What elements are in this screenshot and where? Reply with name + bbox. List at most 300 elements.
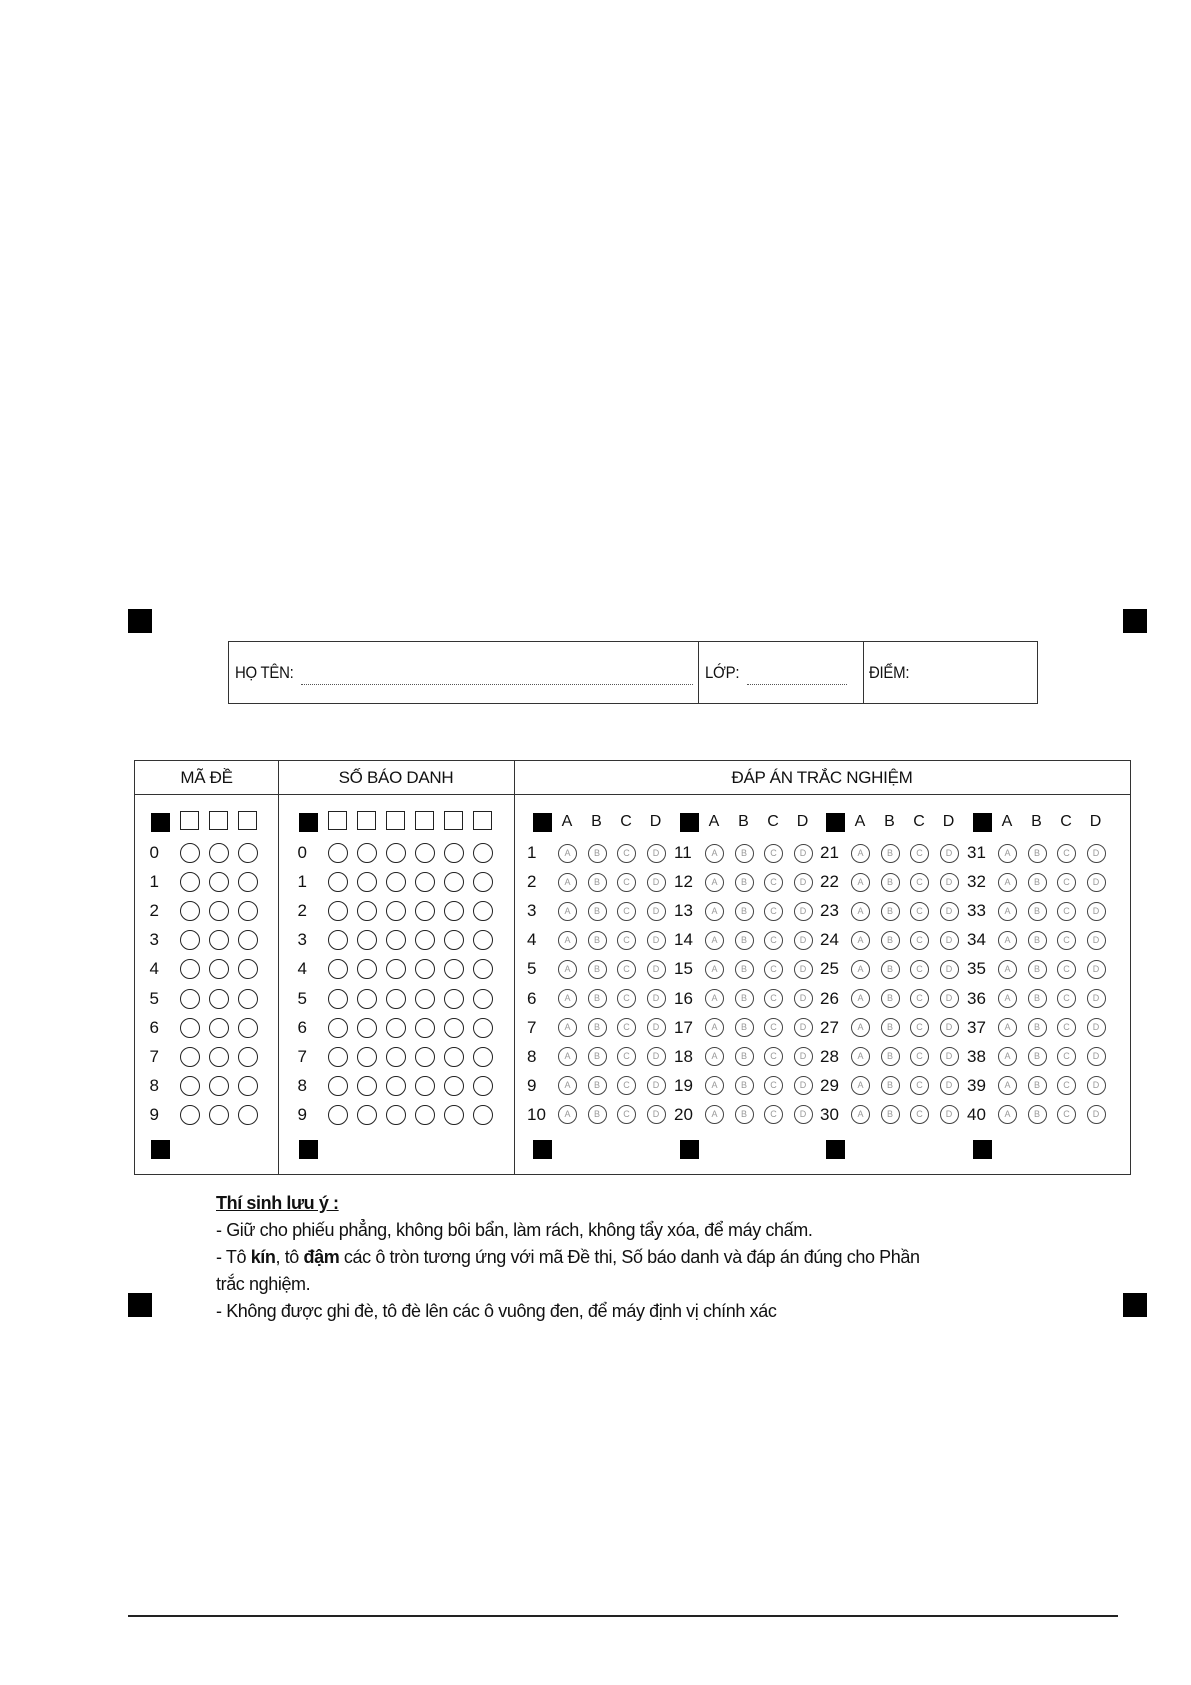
write-box[interactable]	[238, 811, 257, 830]
exam-code-bubble[interactable]	[209, 1047, 229, 1067]
answer-bubble[interactable]: B	[1028, 960, 1047, 979]
student-id-bubble[interactable]	[328, 872, 348, 892]
answer-bubble[interactable]: B	[881, 902, 900, 921]
answer-bubble[interactable]: D	[647, 873, 666, 892]
answer-bubble[interactable]: B	[588, 844, 607, 863]
answer-bubble[interactable]: B	[881, 844, 900, 863]
exam-code-bubble[interactable]	[180, 1047, 200, 1067]
answer-bubble[interactable]: A	[998, 1105, 1017, 1124]
answer-bubble[interactable]: A	[558, 931, 577, 950]
answer-bubble[interactable]: B	[1028, 931, 1047, 950]
answer-bubble[interactable]: B	[735, 960, 754, 979]
answer-bubble[interactable]: A	[998, 931, 1017, 950]
exam-code-bubble[interactable]	[209, 1018, 229, 1038]
answer-bubble[interactable]: A	[705, 1047, 724, 1066]
answer-bubble[interactable]: C	[764, 902, 783, 921]
answer-bubble[interactable]: B	[735, 931, 754, 950]
answer-bubble[interactable]: A	[558, 960, 577, 979]
exam-code-bubble[interactable]	[180, 872, 200, 892]
answer-bubble[interactable]: C	[617, 1047, 636, 1066]
answer-bubble[interactable]: D	[1087, 1047, 1106, 1066]
exam-code-bubble[interactable]	[209, 959, 229, 979]
exam-code-bubble[interactable]	[180, 959, 200, 979]
answer-bubble[interactable]: D	[647, 1105, 666, 1124]
answer-bubble[interactable]: A	[558, 1018, 577, 1037]
answer-bubble[interactable]: B	[588, 902, 607, 921]
student-id-bubble[interactable]	[444, 872, 464, 892]
answer-bubble[interactable]: C	[764, 873, 783, 892]
answer-bubble[interactable]: B	[588, 1076, 607, 1095]
answer-bubble[interactable]: D	[940, 873, 959, 892]
answer-bubble[interactable]: A	[705, 902, 724, 921]
answer-bubble[interactable]: D	[647, 844, 666, 863]
exam-code-bubble[interactable]	[209, 1076, 229, 1096]
student-id-bubble[interactable]	[473, 989, 493, 1009]
answer-bubble[interactable]: A	[851, 873, 870, 892]
write-box[interactable]	[357, 811, 376, 830]
answer-bubble[interactable]: A	[558, 902, 577, 921]
student-id-bubble[interactable]	[328, 1105, 348, 1125]
answer-bubble[interactable]: C	[617, 989, 636, 1008]
exam-code-bubble[interactable]	[238, 959, 258, 979]
answer-bubble[interactable]: B	[588, 989, 607, 1008]
student-id-bubble[interactable]	[444, 930, 464, 950]
student-id-bubble[interactable]	[473, 1076, 493, 1096]
answer-bubble[interactable]: D	[940, 844, 959, 863]
digit-label: 2	[297, 901, 307, 921]
answer-bubble[interactable]: A	[998, 1076, 1017, 1095]
answer-bubble[interactable]: B	[881, 1105, 900, 1124]
exam-code-bubble[interactable]	[180, 989, 200, 1009]
answer-bubble[interactable]: D	[794, 902, 813, 921]
exam-code-bubble[interactable]	[238, 843, 258, 863]
name-field[interactable]	[301, 684, 693, 685]
answer-bubble[interactable]: D	[794, 873, 813, 892]
option-header: A	[708, 813, 720, 830]
student-id-bubble[interactable]	[473, 930, 493, 950]
exam-code-bubble[interactable]	[238, 872, 258, 892]
question-number: 24	[820, 930, 839, 950]
student-id-bubble[interactable]	[328, 989, 348, 1009]
answer-bubble[interactable]: D	[794, 1076, 813, 1095]
answer-bubble[interactable]: C	[764, 960, 783, 979]
write-box[interactable]	[415, 811, 434, 830]
student-id-bubble[interactable]	[386, 959, 406, 979]
answer-bubble[interactable]: C	[910, 960, 929, 979]
answer-bubble[interactable]: A	[558, 1076, 577, 1095]
answer-bubble[interactable]: A	[851, 1105, 870, 1124]
timing-mark	[151, 813, 170, 832]
student-id-bubble[interactable]	[386, 843, 406, 863]
answer-bubble[interactable]: C	[764, 931, 783, 950]
exam-code-bubble[interactable]	[238, 989, 258, 1009]
exam-code-bubble[interactable]	[180, 843, 200, 863]
answer-bubble[interactable]: C	[1057, 1047, 1076, 1066]
answer-bubble[interactable]: B	[881, 989, 900, 1008]
answer-bubble[interactable]: B	[1028, 1047, 1047, 1066]
answer-bubble[interactable]: C	[1057, 931, 1076, 950]
answer-bubble[interactable]: C	[764, 1076, 783, 1095]
exam-code-bubble[interactable]	[180, 930, 200, 950]
answer-bubble[interactable]: D	[794, 960, 813, 979]
instruction-line: - Không được ghi đè, tô đè lên các ô vuông đen, để máy định vị chính xác	[216, 1301, 777, 1321]
student-id-bubble[interactable]	[444, 1018, 464, 1038]
exam-code-bubble[interactable]	[209, 1105, 229, 1125]
student-id-bubble[interactable]	[415, 1076, 435, 1096]
answer-bubble[interactable]: D	[794, 989, 813, 1008]
question-number: 15	[674, 959, 693, 979]
instruction-text: - Tô	[216, 1247, 251, 1267]
answer-bubble[interactable]: B	[735, 844, 754, 863]
timing-mark	[151, 1140, 170, 1159]
answer-bubble[interactable]: C	[764, 1018, 783, 1037]
answer-bubble[interactable]: D	[940, 1047, 959, 1066]
answer-bubble[interactable]: C	[764, 989, 783, 1008]
answer-bubble[interactable]: B	[735, 873, 754, 892]
student-id-bubble[interactable]	[444, 959, 464, 979]
answer-bubble[interactable]: B	[881, 960, 900, 979]
answer-bubble[interactable]: B	[588, 873, 607, 892]
student-id-bubble[interactable]	[328, 1018, 348, 1038]
answer-bubble[interactable]: A	[705, 1105, 724, 1124]
exam-code-bubble[interactable]	[209, 872, 229, 892]
answer-bubble[interactable]: A	[705, 873, 724, 892]
write-box[interactable]	[444, 811, 463, 830]
answer-bubble[interactable]: B	[1028, 844, 1047, 863]
exam-code-bubble[interactable]	[238, 1018, 258, 1038]
student-id-bubble[interactable]	[357, 901, 377, 921]
answer-bubble[interactable]: A	[705, 1076, 724, 1095]
exam-code-bubble[interactable]	[238, 1105, 258, 1125]
answer-bubble[interactable]: C	[910, 931, 929, 950]
answer-bubble[interactable]: C	[1057, 873, 1076, 892]
answer-bubble[interactable]: D	[1087, 1105, 1106, 1124]
question-number: 21	[820, 843, 839, 862]
student-id-title: SỐ BÁO DANH	[338, 768, 454, 787]
answer-bubble[interactable]: D	[794, 931, 813, 950]
answer-bubble[interactable]: C	[617, 1018, 636, 1037]
question-number: 31	[967, 843, 986, 862]
corner-marker-bottom-right	[1123, 1293, 1147, 1317]
student-id-bubble[interactable]	[473, 872, 493, 892]
digit-label: 8	[297, 1075, 307, 1095]
student-id-bubble[interactable]	[415, 1018, 435, 1038]
exam-code-bubble[interactable]	[238, 901, 258, 921]
answer-bubble[interactable]: A	[705, 989, 724, 1008]
answer-bubble[interactable]: A	[558, 1105, 577, 1124]
answer-bubble[interactable]: D	[647, 1076, 666, 1095]
student-id-bubble[interactable]	[328, 930, 348, 950]
answer-bubble[interactable]: D	[1087, 1076, 1106, 1095]
student-id-bubble[interactable]	[415, 989, 435, 1009]
student-id-bubble[interactable]	[328, 1076, 348, 1096]
digit-label: 9	[297, 1104, 307, 1124]
instruction-line: - Giữ cho phiếu phẳng, không bôi bẩn, làm rách, không tẩy xóa, để máy chấm.	[216, 1220, 813, 1240]
student-id-bubble[interactable]	[444, 1076, 464, 1096]
student-id-bubble[interactable]	[444, 843, 464, 863]
student-id-bubble[interactable]	[444, 901, 464, 921]
student-id-bubble[interactable]	[357, 959, 377, 979]
answer-bubble[interactable]: C	[910, 989, 929, 1008]
answer-bubble[interactable]: D	[794, 1018, 813, 1037]
answer-bubble[interactable]: B	[1028, 902, 1047, 921]
answer-bubble[interactable]: A	[998, 1047, 1017, 1066]
answer-bubble[interactable]: C	[910, 1105, 929, 1124]
student-id-bubble[interactable]	[444, 1047, 464, 1067]
answer-bubble[interactable]: D	[1087, 902, 1106, 921]
answer-bubble[interactable]: C	[910, 873, 929, 892]
student-id-bubble[interactable]	[444, 1105, 464, 1125]
answer-bubble[interactable]: C	[617, 844, 636, 863]
student-id-bubble[interactable]	[357, 930, 377, 950]
answer-bubble[interactable]: A	[851, 844, 870, 863]
answer-bubble[interactable]: A	[998, 989, 1017, 1008]
answer-bubble[interactable]: B	[588, 1105, 607, 1124]
digit-label: 4	[297, 959, 307, 979]
answer-bubble[interactable]: A	[998, 902, 1017, 921]
answer-bubble[interactable]: A	[558, 844, 577, 863]
answer-bubble[interactable]: A	[851, 989, 870, 1008]
answer-bubble[interactable]: C	[910, 1076, 929, 1095]
student-id-bubble[interactable]	[415, 843, 435, 863]
timing-mark	[826, 1140, 845, 1159]
student-id-bubble[interactable]	[415, 1047, 435, 1067]
student-id-bubble[interactable]	[328, 901, 348, 921]
student-id-bubble[interactable]	[386, 1018, 406, 1038]
answer-bubble[interactable]: B	[588, 1018, 607, 1037]
student-id-bubble[interactable]	[357, 1076, 377, 1096]
exam-code-bubble[interactable]	[180, 1105, 200, 1125]
answer-bubble[interactable]: D	[1087, 989, 1106, 1008]
answer-bubble[interactable]: C	[910, 902, 929, 921]
digit-label: 3	[297, 930, 307, 950]
answer-bubble[interactable]: B	[1028, 1018, 1047, 1037]
answer-bubble[interactable]: B	[588, 1047, 607, 1066]
answer-bubble[interactable]: A	[705, 844, 724, 863]
answer-bubble[interactable]: B	[881, 1047, 900, 1066]
exam-code-bubble[interactable]	[209, 930, 229, 950]
question-number: 10	[527, 1104, 546, 1124]
student-id-bubble[interactable]	[386, 1047, 406, 1067]
answer-bubble[interactable]: A	[998, 960, 1017, 979]
student-info-box	[228, 641, 1038, 704]
answer-bubble[interactable]: B	[1028, 873, 1047, 892]
answer-bubble[interactable]: D	[940, 1105, 959, 1124]
answer-bubble[interactable]: A	[851, 1076, 870, 1095]
timing-mark	[299, 813, 318, 832]
student-id-bubble[interactable]	[386, 1105, 406, 1125]
answer-bubble[interactable]: A	[705, 960, 724, 979]
answer-bubble[interactable]: A	[851, 1018, 870, 1037]
answer-bubble[interactable]: C	[617, 960, 636, 979]
student-id-bubble[interactable]	[473, 843, 493, 863]
exam-code-bubble[interactable]	[238, 1076, 258, 1096]
student-id-bubble[interactable]	[328, 1047, 348, 1067]
answer-bubble[interactable]: D	[647, 960, 666, 979]
answer-bubble[interactable]: A	[705, 931, 724, 950]
student-id-bubble[interactable]	[357, 1047, 377, 1067]
student-id-bubble[interactable]	[473, 1105, 493, 1125]
question-number: 9	[527, 1075, 537, 1095]
divider	[698, 642, 699, 703]
exam-code-bubble[interactable]	[209, 989, 229, 1009]
answer-bubble[interactable]: D	[940, 1018, 959, 1037]
answer-bubble[interactable]: A	[851, 931, 870, 950]
answer-bubble[interactable]: C	[1057, 989, 1076, 1008]
student-id-bubble[interactable]	[415, 959, 435, 979]
exam-code-bubble[interactable]	[238, 1047, 258, 1067]
answer-bubble[interactable]: B	[588, 931, 607, 950]
answer-bubble[interactable]: C	[617, 1076, 636, 1095]
divider	[278, 761, 279, 1174]
question-number: 2	[527, 872, 537, 892]
exam-code-bubble[interactable]	[209, 843, 229, 863]
answer-bubble[interactable]: B	[735, 1105, 754, 1124]
question-number: 11	[674, 843, 692, 862]
answer-bubble[interactable]: C	[910, 844, 929, 863]
student-id-bubble[interactable]	[473, 901, 493, 921]
answer-bubble[interactable]: C	[1057, 960, 1076, 979]
digit-label: 1	[297, 872, 307, 892]
answer-bubble[interactable]: C	[617, 902, 636, 921]
student-id-bubble[interactable]	[473, 1018, 493, 1038]
student-id-bubble[interactable]	[357, 872, 377, 892]
answer-bubble[interactable]: C	[1057, 902, 1076, 921]
answer-bubble[interactable]: C	[617, 931, 636, 950]
student-id-bubble[interactable]	[386, 1076, 406, 1096]
write-box[interactable]	[328, 811, 347, 830]
answer-bubble[interactable]: A	[998, 1018, 1017, 1037]
answer-bubble[interactable]: D	[647, 1018, 666, 1037]
write-box[interactable]	[386, 811, 405, 830]
answer-bubble[interactable]: D	[1087, 931, 1106, 950]
write-box[interactable]	[180, 811, 199, 830]
answer-bubble[interactable]: C	[764, 844, 783, 863]
student-id-bubble[interactable]	[357, 843, 377, 863]
answer-bubble[interactable]: D	[1087, 960, 1106, 979]
answer-bubble[interactable]: D	[1087, 873, 1106, 892]
answer-bubble[interactable]: D	[940, 931, 959, 950]
student-id-bubble[interactable]	[386, 989, 406, 1009]
student-id-bubble[interactable]	[444, 989, 464, 1009]
option-header: B	[884, 813, 895, 830]
student-id-bubble[interactable]	[415, 1105, 435, 1125]
class-label: LỚP:	[705, 663, 740, 682]
answer-bubble[interactable]: B	[735, 1018, 754, 1037]
answer-bubble[interactable]: B	[1028, 989, 1047, 1008]
answer-bubble[interactable]: B	[735, 902, 754, 921]
answer-bubble[interactable]: D	[647, 989, 666, 1008]
answer-bubble[interactable]: B	[1028, 1105, 1047, 1124]
answer-bubble[interactable]: A	[851, 960, 870, 979]
student-id-bubble[interactable]	[357, 989, 377, 1009]
answer-bubble[interactable]: C	[910, 1018, 929, 1037]
answer-bubble[interactable]: D	[647, 902, 666, 921]
answer-bubble[interactable]: B	[735, 1047, 754, 1066]
student-id-bubble[interactable]	[386, 930, 406, 950]
answer-bubble[interactable]: C	[1057, 844, 1076, 863]
exam-code-bubble[interactable]	[209, 901, 229, 921]
answer-bubble[interactable]: A	[558, 1047, 577, 1066]
student-id-bubble[interactable]	[415, 872, 435, 892]
answer-bubble[interactable]: B	[1028, 1076, 1047, 1095]
answer-bubble[interactable]: D	[794, 844, 813, 863]
answer-bubble[interactable]: C	[1057, 1076, 1076, 1095]
digit-label: 3	[149, 930, 159, 950]
write-box[interactable]	[473, 811, 492, 830]
exam-code-bubble[interactable]	[180, 1076, 200, 1096]
answer-bubble[interactable]: C	[764, 1105, 783, 1124]
exam-code-bubble[interactable]	[238, 930, 258, 950]
instructions	[216, 1190, 920, 1325]
answer-bubble[interactable]: A	[998, 844, 1017, 863]
answer-bubble[interactable]: A	[998, 873, 1017, 892]
student-id-bubble[interactable]	[357, 1105, 377, 1125]
student-id-bubble[interactable]	[386, 901, 406, 921]
answer-bubble[interactable]: B	[735, 1076, 754, 1095]
answer-bubble[interactable]: D	[940, 989, 959, 1008]
answer-bubble[interactable]: D	[647, 1047, 666, 1066]
student-id-bubble[interactable]	[473, 959, 493, 979]
answer-bubble[interactable]: C	[1057, 1018, 1076, 1037]
answer-bubble[interactable]: B	[881, 1076, 900, 1095]
answer-bubble[interactable]: A	[558, 989, 577, 1008]
answer-bubble[interactable]: D	[794, 1105, 813, 1124]
question-number: 37	[967, 1017, 986, 1037]
student-id-bubble[interactable]	[415, 901, 435, 921]
answer-bubble[interactable]: D	[940, 960, 959, 979]
student-id-bubble[interactable]	[473, 1047, 493, 1067]
answer-bubble[interactable]: D	[647, 931, 666, 950]
answer-bubble[interactable]: A	[851, 1047, 870, 1066]
answer-bubble[interactable]: D	[794, 1047, 813, 1066]
answer-bubble[interactable]: B	[881, 873, 900, 892]
answer-bubble[interactable]: C	[1057, 1105, 1076, 1124]
answer-bubble[interactable]: A	[705, 1018, 724, 1037]
answer-bubble[interactable]: C	[617, 873, 636, 892]
answer-bubble[interactable]: B	[588, 960, 607, 979]
answer-bubble[interactable]: A	[558, 873, 577, 892]
student-id-bubble[interactable]	[328, 959, 348, 979]
exam-code-bubble[interactable]	[180, 1018, 200, 1038]
class-field[interactable]	[747, 684, 847, 685]
student-id-bubble[interactable]	[328, 843, 348, 863]
question-number: 38	[967, 1046, 986, 1066]
instruction-text: , tô	[275, 1247, 304, 1267]
write-box[interactable]	[209, 811, 228, 830]
answer-bubble[interactable]: C	[764, 1047, 783, 1066]
digit-label: 7	[149, 1046, 159, 1066]
answer-bubble[interactable]: C	[617, 1105, 636, 1124]
answer-bubble[interactable]: D	[940, 902, 959, 921]
answer-bubble[interactable]: A	[851, 902, 870, 921]
option-header: D	[942, 813, 955, 830]
student-id-bubble[interactable]	[386, 872, 406, 892]
student-id-bubble[interactable]	[357, 1018, 377, 1038]
answer-bubble[interactable]: D	[1087, 844, 1106, 863]
answer-bubble[interactable]: B	[881, 931, 900, 950]
answer-bubble[interactable]: D	[940, 1076, 959, 1095]
answer-bubble[interactable]: B	[735, 989, 754, 1008]
student-id-bubble[interactable]	[415, 930, 435, 950]
option-header: D	[1089, 813, 1102, 830]
answer-bubble[interactable]: B	[881, 1018, 900, 1037]
answer-bubble[interactable]: D	[1087, 1018, 1106, 1037]
digit-label: 6	[149, 1017, 159, 1037]
instruction-line	[216, 1244, 920, 1271]
answer-bubble[interactable]: C	[910, 1047, 929, 1066]
exam-code-bubble[interactable]	[180, 901, 200, 921]
